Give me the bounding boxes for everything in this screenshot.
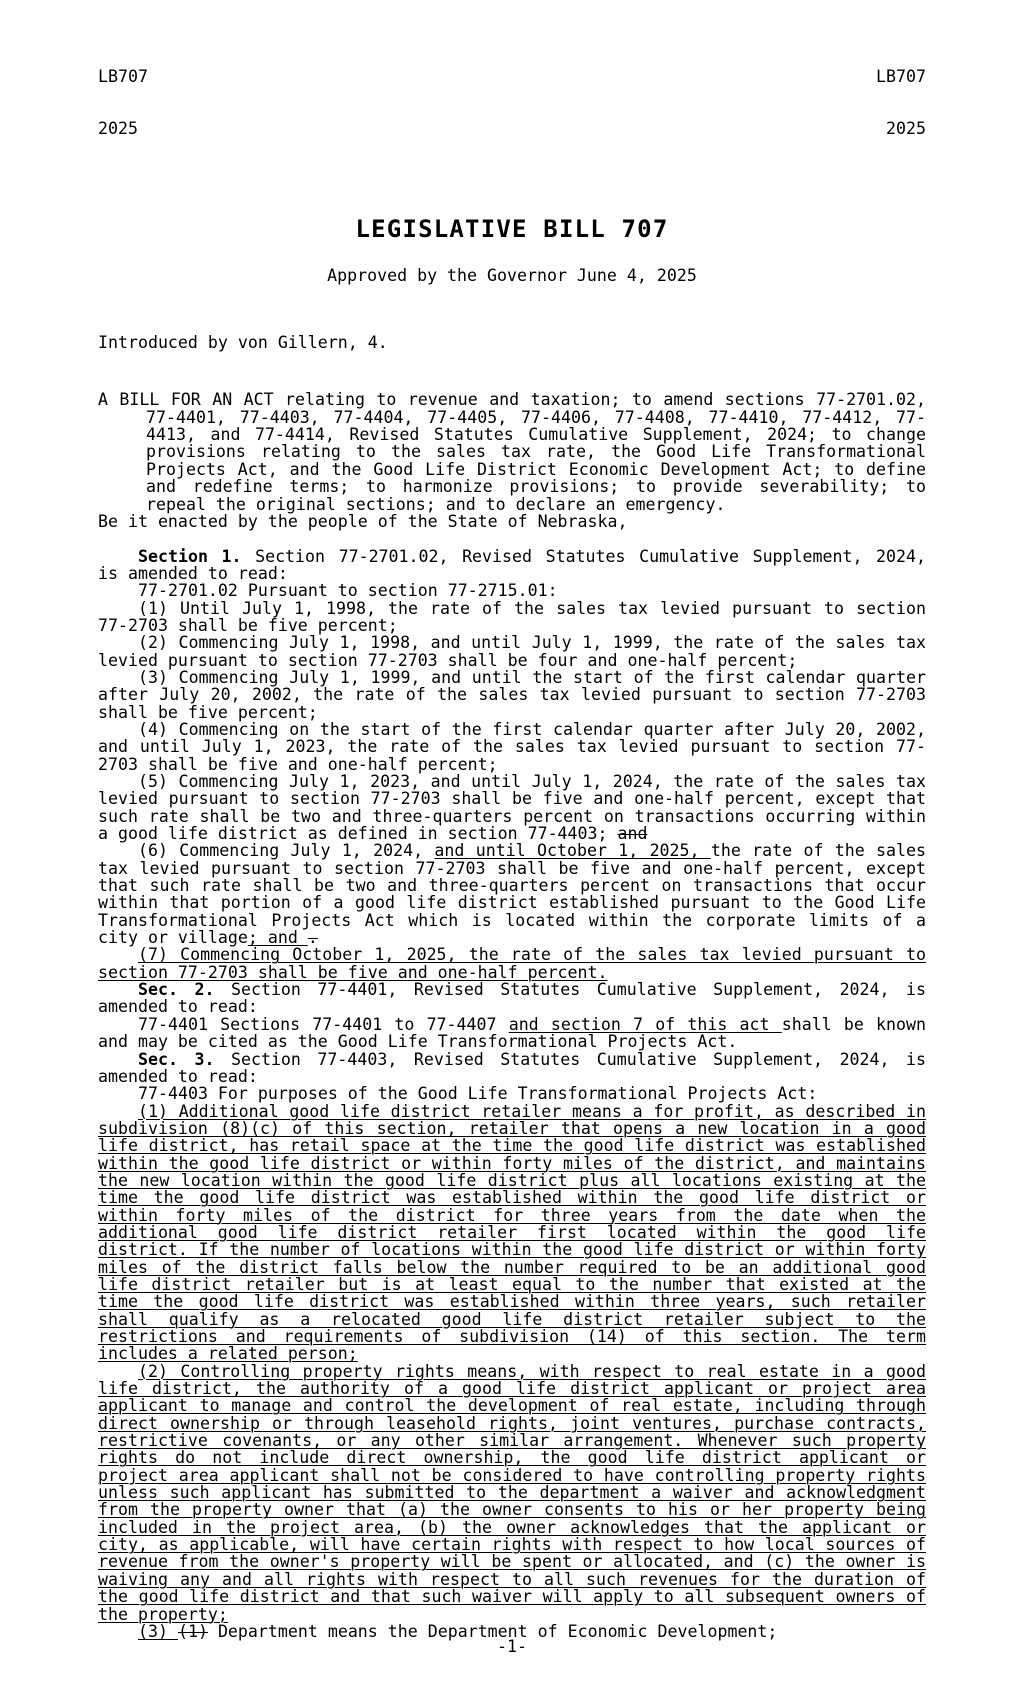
section-1-subsection-2: (2) Commencing July 1, 1998, and until July 1, 1999, the rate of the sales tax levied pursuant to section 77-2703 shall be four and one-half percent;	[98, 633, 926, 670]
act-clause: A BILL FOR AN ACT relating to revenue and taxation; to amend sections 77-2701.02, 77-4401, 77-4403, 77-4404, 77-4405, 77-4406, 77-4408, 77-4410, 77-4412, 77-4413, and 77-4414, Revised Statutes Cumulative Supplement, 2024; to change provisions relating to the sales tax rate, the Good Life Transformational Projects Act, and the Good Life District Economic Development Act; to define and redefine terms; to harmonize provisions; to provide severability; to repeal the original sections; and to declare an emergency.	[98, 390, 926, 514]
section-3-heading-text: Section 77-4403, Revised Statutes Cumulative Supplement, 2024, is amended to read:	[98, 1049, 927, 1086]
spacer	[98, 530, 926, 547]
subsection-6-inserted-semicolon-and: ; and	[247, 928, 308, 948]
section-1-subsection-4: (4) Commencing on the start of the first calendar quarter after July 20, 2002, and until July 1, 2023, the rate of the sales tax levied pursuant to section 77-2703 shall be five and one-half percent;	[98, 719, 926, 774]
section-3-heading-paragraph	[98, 1051, 926, 1086]
enacting-clause: Be it enacted by the people of the State of Nebraska,	[98, 511, 628, 531]
section-1-lead: 77-2701.02 Pursuant to section 77-2715.01:	[138, 581, 558, 601]
section-3-subsection-3-text: Department means the Department of Economic Development;	[207, 1621, 778, 1641]
subsection-7-inserted-text: (7) Commencing October 1, 2025, the rate of the sales tax levied pursuant to section 77-2703 shall be five and one-half percent.	[98, 945, 926, 982]
section-2-label: Sec. 2.	[138, 980, 215, 1000]
running-head-right-bill: LB707	[876, 66, 926, 86]
section-3-subsection-3-deleted-number: (1)	[177, 1621, 208, 1641]
running-head-left-year: 2025	[98, 118, 138, 138]
document-body	[98, 0, 926, 1640]
section-2-heading-text: Section 77-4401, Revised Statutes Cumulative Supplement, 2024, is amended to read:	[98, 980, 927, 1017]
subsection-6-deleted-period: .	[307, 928, 318, 948]
section-3-subsection-2	[98, 1363, 926, 1623]
running-head-right	[846, 33, 926, 172]
running-head	[98, 0, 926, 172]
section-2-body	[98, 1016, 926, 1051]
section-1-subsection-1: (1) Until July 1, 1998, the rate of the sales tax levied pursuant to section 77-2703 shall be five percent;	[98, 598, 926, 635]
page-number: -1-	[497, 1637, 527, 1656]
section-2-heading-paragraph	[98, 981, 926, 1016]
subsection-6-inserted-date: and until October 1, 2025,	[434, 841, 711, 861]
section-2-body-b: shall be known and may be cited as the Good Life Transformational Projects Act.	[98, 1014, 927, 1052]
section-3-subsection-3-renumber: (3)	[138, 1621, 178, 1641]
introduced-by-line: Introduced by von Gillern, 4.	[98, 333, 388, 353]
section-3-subsection-2-inserted: (2) Controlling property rights means, with respect to real estate in a good life district, the authority of a good life district applicant or project area applicant to manage and control the development of real estate, including through direct ownership or through leasehold rights, joint ventures, purchase contracts, restrictive covenants, or any other similar arrangement. Whenever such property rights do not include direct ownership, the good life district applicant or project area applicant shall not be considered to have controlling property rights unless such applicant has submitted to the department a waiver and acknowledgment from the property owner that (a) the owner consents to his or her property being included in the project area, (b) the owner acknowledges that the applicant or city, as applicable, will have certain rights with respect to how local sources of revenue from the owner's property will be spent or allocated, and (c) the owner is waiving any and all rights with respect to all such revenues for the duration of the good life district and that such waiver will apply to all subsequent owners of the property;	[98, 1361, 926, 1624]
subsection-5-deleted-and: and	[617, 824, 648, 844]
section-2-inserted-clause: and section 7 of this act	[508, 1014, 782, 1034]
subsection-6-text-b: the rate of the sales tax levied pursuant to section 77-2703 shall be five and one-half percent, except that such rate shall be two and three-quarters percent on transactions that occur within that portion of a good life district established pursuant to the Good Life Transformational Projects Act which is located within the corporate limits of a city or village	[98, 841, 927, 948]
section-1-subsection-6	[98, 842, 926, 946]
approval-line: Approved by the Governor June 4, 2025	[327, 265, 697, 285]
section-1-heading-text: Section 77-2701.02, Revised Statutes Cumulative Supplement, 2024, is amended to read:	[98, 546, 927, 583]
subsection-5-text: (5) Commencing July 1, 2023, and until July 1, 2024, the rate of the sales tax levied pursuant to section 77-2703 shall be five and one-half percent, except that such rate shall be two and three-quarters percent on transactions occurring within a good life district as defined in section 77-4403;	[98, 772, 926, 844]
section-1-heading-paragraph	[98, 548, 926, 583]
running-head-right-year: 2025	[886, 118, 926, 138]
subsection-6-text-a: (6) Commencing July 1, 2024,	[138, 841, 435, 861]
section-2-body-a: 77-4401 Sections 77-4401 to 77-4407	[138, 1014, 509, 1034]
section-3-label: Sec. 3.	[138, 1049, 215, 1069]
section-1-label: Section 1.	[138, 546, 242, 566]
section-3-lead: 77-4403 For purposes of the Good Life Transformational Projects Act:	[138, 1084, 818, 1104]
section-3-subsection-1	[98, 1103, 926, 1363]
section-1-subsection-7	[98, 946, 926, 981]
section-1-subsection-3: (3) Commencing July 1, 1999, and until the start of the first calendar quarter after July 20, 2002, the rate of the sales tax levied pursuant to section 77-2703 shall be five percent;	[98, 667, 926, 722]
running-head-left-bill: LB707	[98, 66, 148, 86]
page-title: LEGISLATIVE BILL 707	[355, 214, 669, 243]
section-3-subsection-1-inserted: (1) Additional good life district retailer means a for profit, as described in subdivision (8)(c) of this section, retailer that opens a new location in a good life district, has retail space at the time the good life district was established within the good life district or within forty miles of the district, and maintains the new location within the good life district plus all locations existing at the time the good life district was established within the good life district or within forty miles of the district for three years from the date when the additional good life district retailer first located within the good life district. If the number of locations within the good life district or within forty miles of the district falls below the number required to be an additional good life district retailer but is at least equal to the number that existed at the time the good life district was established within three years, such retailer shall qualify as a relocated good life district retailer subject to the restrictions and requirements of subdivision (14) of this section. The term includes a related person;	[98, 1101, 926, 1364]
running-head-left	[98, 33, 178, 172]
section-1-subsection-5	[98, 773, 926, 842]
